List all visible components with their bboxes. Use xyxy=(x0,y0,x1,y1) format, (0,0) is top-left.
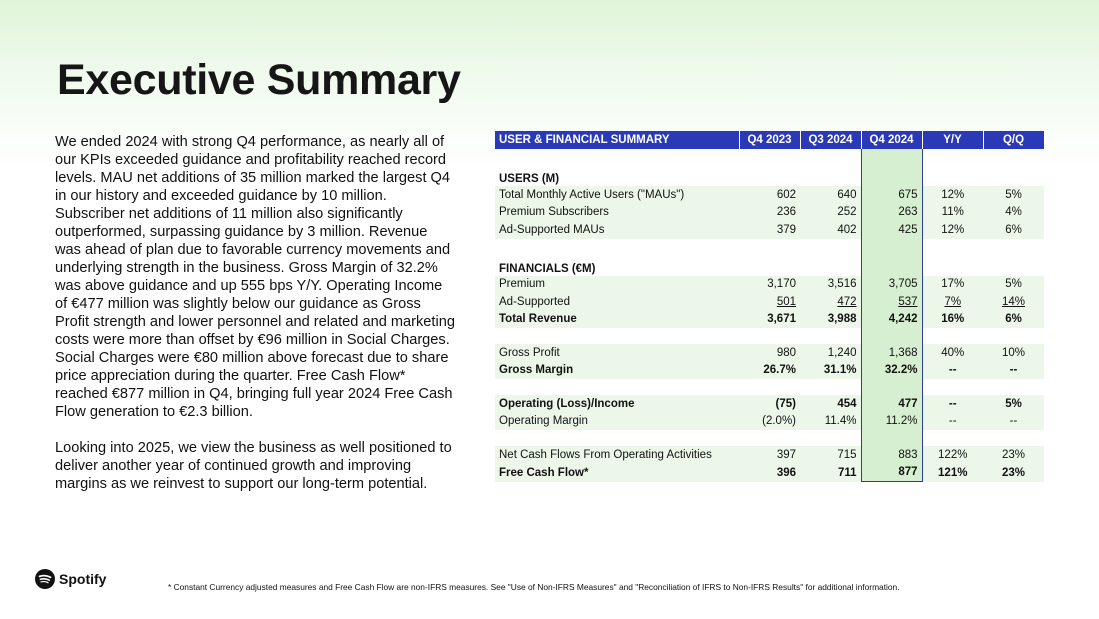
header-label: USER & FINANCIAL SUMMARY xyxy=(495,131,739,149)
section-financials xyxy=(495,255,1044,276)
page-title: Executive Summary xyxy=(57,56,461,104)
summary-paragraph-1: We ended 2024 with strong Q4 performance, as nearly all of our KPIs exceeded guidance and profitability reached record levels. MAU net additions of 35 million marked the largest Q4 in our history and exceeded guidance by 10 million. Subscriber net additions of 11 million also significantly outperformed, surpassing guidance by 3 million. Revenue was ahead of plan due to favorable currency movements and underlying strength in the business. Gross Margin of 32.2% was above guidance and up 555 bps Y/Y. Operating Income of €477 million was slightly below our guidance as Gross Profit strength and lower personnel and related and marketing costs were more than offset by €96 million in Social Charges. Social Charges were €80 million above forecast due to share price appreciation during the quarter. Free Cash Flow* reached €877 million in Q4, bringing full year 2024 Free Cash Flow generation to €2.3 billion. xyxy=(55,134,455,420)
table-row-gross-margin: Gross Margin 26.7% 31.1% 32.2% -- -- xyxy=(495,362,1044,380)
spacer-row xyxy=(495,430,1044,446)
table-row-operating-income: Operating (Loss)/Income (75) 454 477 -- 5% xyxy=(495,395,1044,413)
logo-wordmark: Spotify xyxy=(59,571,107,587)
header-q4-2024: Q4 2024 xyxy=(861,131,922,149)
spacer-row xyxy=(495,149,1044,165)
header-q3-2024: Q3 2024 xyxy=(800,131,861,149)
table-row-mau: Total Monthly Active Users ("MAUs") 602 640 675 12% 5% xyxy=(495,186,1044,204)
spotify-logo xyxy=(35,569,106,589)
user-financial-summary-table xyxy=(495,131,1045,482)
footnote: * Constant Currency adjusted measures and Free Cash Flow are non-IFRS measures. See "Use of Non-IFRS Measures" and "Reconciliation of IFRS to Non-IFRS Results" for additional information. xyxy=(168,582,900,592)
table-row-free-cash-flow: Free Cash Flow* 396 711 877 121% 23% xyxy=(495,464,1044,482)
section-users xyxy=(495,165,1044,186)
spotify-icon xyxy=(35,569,55,589)
spacer-row xyxy=(495,239,1044,255)
table-row-ad-supported-maus: Ad-Supported MAUs 379 402 425 12% 6% xyxy=(495,221,1044,239)
spacer-row xyxy=(495,328,1044,344)
table-row-gross-profit: Gross Profit 980 1,240 1,368 40% 10% xyxy=(495,344,1044,362)
section-financials-label: FINANCIALS (€M) xyxy=(499,262,596,275)
table-row-total-revenue: Total Revenue 3,671 3,988 4,242 16% 6% xyxy=(495,311,1044,329)
header-yy: Y/Y xyxy=(922,131,983,149)
summary-text xyxy=(55,133,455,511)
spacer-row xyxy=(495,379,1044,395)
summary-paragraph-2: Looking into 2025, we view the business as well positioned to deliver another year of continued growth and improving margins as we reinvest to support our long-term potential. xyxy=(55,440,452,492)
section-users-label: USERS (M) xyxy=(499,173,560,185)
table-row-ad-supported: Ad-Supported 501 472 537 7% 14% xyxy=(495,293,1044,311)
table-row-premium-subscribers: Premium Subscribers 236 252 263 11% 4% xyxy=(495,204,1044,222)
table-row-net-cash-flows: Net Cash Flows From Operating Activities 397 715 883 122% 23% xyxy=(495,446,1044,464)
table-row-operating-margin: Operating Margin (2.0%) 11.4% 11.2% -- -- xyxy=(495,413,1044,431)
table-header-row xyxy=(495,131,1044,149)
table-row-premium: Premium 3,170 3,516 3,705 17% 5% xyxy=(495,276,1044,294)
header-q4-2023: Q4 2023 xyxy=(739,131,800,149)
header-qq: Q/Q xyxy=(983,131,1044,149)
